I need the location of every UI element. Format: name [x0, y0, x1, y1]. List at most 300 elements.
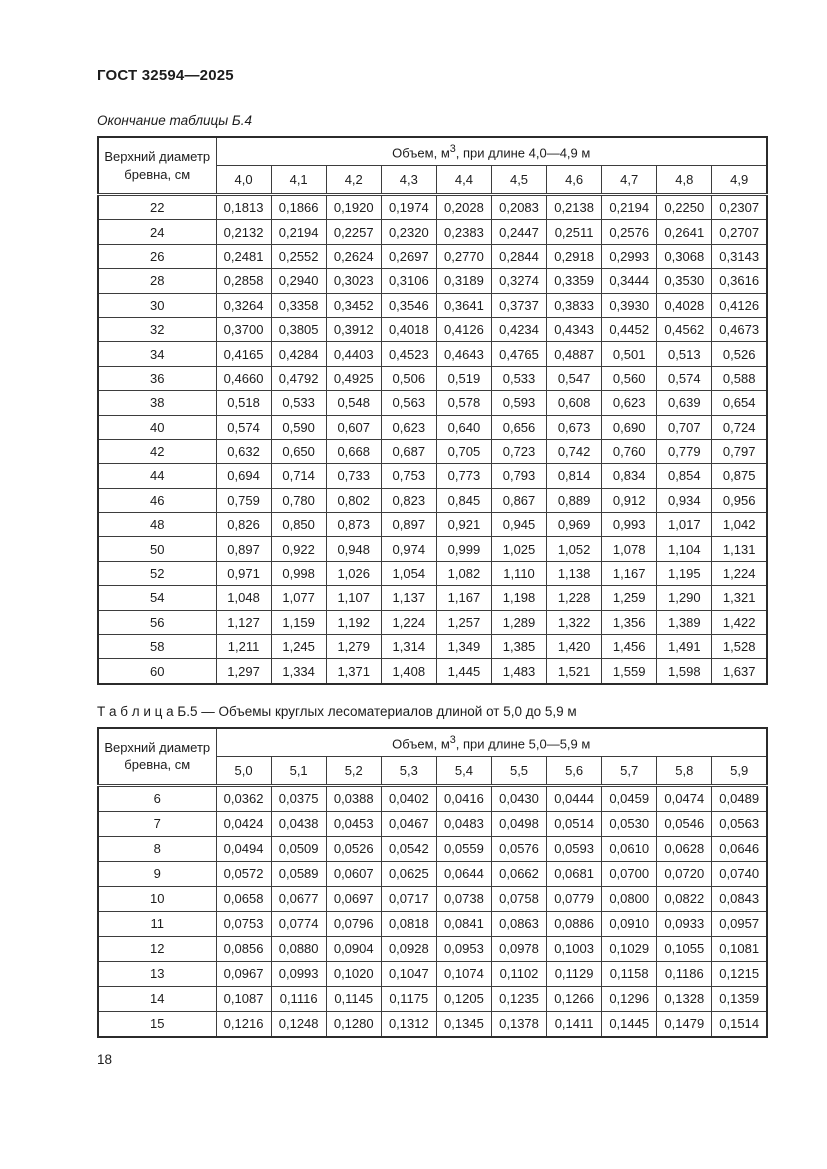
volume-cell: 1,107: [326, 586, 381, 610]
volume-cell: 0,0489: [712, 785, 767, 811]
diameter-column-header: Верхний диаметр бревна, см: [98, 728, 216, 786]
table-b4-continuation-caption: Окончание таблицы Б.4: [97, 113, 252, 128]
volume-cell: 1,290: [657, 586, 712, 610]
volume-cell: 0,1145: [326, 986, 381, 1011]
volume-cell: 0,548: [326, 391, 381, 415]
volume-cell: 0,1266: [547, 986, 602, 1011]
volume-cell: 0,0610: [602, 836, 657, 861]
volume-cell: 0,3833: [547, 293, 602, 317]
volume-cell: 0,0904: [326, 936, 381, 961]
volume-cell: 1,054: [381, 561, 436, 585]
diameter-cell: 46: [98, 488, 216, 512]
table-row: [98, 961, 767, 986]
volume-cell: 1,289: [491, 610, 546, 634]
volume-span-header: [216, 728, 767, 757]
length-column-header: 5,7: [602, 756, 657, 785]
volume-cell: 0,519: [436, 366, 491, 390]
diameter-cell: 13: [98, 961, 216, 986]
volume-cell: 0,1102: [491, 961, 546, 986]
volume-cell: 0,526: [712, 342, 767, 366]
volume-cell: 1,017: [657, 513, 712, 537]
table-b4-header: [98, 137, 767, 195]
volume-cell: 1,349: [436, 635, 491, 659]
volume-cell: 0,2132: [216, 220, 271, 244]
volume-cell: 1,211: [216, 635, 271, 659]
volume-cell: 0,3068: [657, 244, 712, 268]
volume-cell: 0,793: [491, 464, 546, 488]
volume-cell: 0,593: [491, 391, 546, 415]
volume-span-header: [216, 137, 767, 166]
volume-cell: 0,0589: [271, 861, 326, 886]
volume-cell: 0,854: [657, 464, 712, 488]
volume-cell: 0,826: [216, 513, 271, 537]
diameter-cell: 38: [98, 391, 216, 415]
standard-code-header: ГОСТ 32594—2025: [97, 67, 234, 84]
table-row: [98, 659, 767, 684]
table-row: [98, 415, 767, 439]
volume-cell: 0,1514: [712, 1011, 767, 1037]
volume-cell: 0,0467: [381, 811, 436, 836]
volume-cell: 0,4562: [657, 317, 712, 341]
volume-table-b4: [97, 136, 768, 685]
volume-cell: 0,867: [491, 488, 546, 512]
diameter-cell: 40: [98, 415, 216, 439]
diameter-cell: 50: [98, 537, 216, 561]
volume-cell: 0,1920: [326, 195, 381, 220]
volume-cell: 0,501: [602, 342, 657, 366]
volume-cell: 0,0559: [436, 836, 491, 861]
volume-cell: 1,334: [271, 659, 326, 684]
volume-cell: 0,0779: [547, 886, 602, 911]
volume-cell: 0,2194: [271, 220, 326, 244]
volume-cell: 1,356: [602, 610, 657, 634]
volume-cell: 0,0453: [326, 811, 381, 836]
volume-cell: 0,0646: [712, 836, 767, 861]
volume-cell: 1,445: [436, 659, 491, 684]
length-column-header: 5,5: [491, 756, 546, 785]
volume-cell: 1,078: [602, 537, 657, 561]
volume-cell: 0,969: [547, 513, 602, 537]
volume-cell: 0,4126: [712, 293, 767, 317]
page-number: 18: [97, 1052, 113, 1067]
volume-cell: 0,0993: [271, 961, 326, 986]
volume-cell: 0,0459: [602, 785, 657, 811]
volume-cell: 0,2707: [712, 220, 767, 244]
volume-cell: 0,3274: [491, 269, 546, 293]
volume-cell: 0,1186: [657, 961, 712, 986]
volume-header-text: Объем, м: [392, 145, 450, 161]
volume-cell: 0,656: [491, 415, 546, 439]
volume-cell: 0,814: [547, 464, 602, 488]
volume-cell: 0,2320: [381, 220, 436, 244]
volume-cell: 0,574: [657, 366, 712, 390]
volume-cell: 0,897: [216, 537, 271, 561]
volume-cell: 0,759: [216, 488, 271, 512]
volume-cell: 0,4925: [326, 366, 381, 390]
volume-cell: 0,0662: [491, 861, 546, 886]
volume-cell: 0,2257: [326, 220, 381, 244]
volume-cell: 0,1235: [491, 986, 546, 1011]
volume-cell: 0,0843: [712, 886, 767, 911]
volume-cell: 1,048: [216, 586, 271, 610]
diameter-cell: 28: [98, 269, 216, 293]
volume-cell: 0,0362: [216, 785, 271, 811]
volume-cell: 1,422: [712, 610, 767, 634]
volume-cell: 0,1378: [491, 1011, 546, 1037]
length-column-header: 4,4: [436, 166, 491, 195]
volume-cell: 1,637: [712, 659, 767, 684]
volume-cell: 0,694: [216, 464, 271, 488]
volume-cell: 0,850: [271, 513, 326, 537]
volume-cell: 0,3189: [436, 269, 491, 293]
volume-cell: 0,3737: [491, 293, 546, 317]
volume-cell: 0,4284: [271, 342, 326, 366]
volume-cell: 0,0509: [271, 836, 326, 861]
length-column-header: 4,9: [712, 166, 767, 195]
table-b4-body: [98, 195, 767, 684]
volume-cell: 0,533: [491, 366, 546, 390]
diameter-cell: 24: [98, 220, 216, 244]
volume-cell: 0,1312: [381, 1011, 436, 1037]
table-row: [98, 886, 767, 911]
volume-cell: 0,0483: [436, 811, 491, 836]
volume-cell: 0,0720: [657, 861, 712, 886]
table-row: [98, 366, 767, 390]
volume-cell: 0,889: [547, 488, 602, 512]
volume-cell: 1,385: [491, 635, 546, 659]
volume-cell: 0,3023: [326, 269, 381, 293]
volume-cell: 1,389: [657, 610, 712, 634]
volume-cell: 0,948: [326, 537, 381, 561]
volume-cell: 0,668: [326, 439, 381, 463]
length-column-header: 4,2: [326, 166, 381, 195]
volume-cell: 0,873: [326, 513, 381, 537]
volume-cell: 0,0957: [712, 911, 767, 936]
volume-cell: 0,3143: [712, 244, 767, 268]
volume-cell: 1,042: [712, 513, 767, 537]
volume-cell: 0,802: [326, 488, 381, 512]
volume-cell: 0,945: [491, 513, 546, 537]
volume-cell: 0,714: [271, 464, 326, 488]
length-column-header: 5,6: [547, 756, 602, 785]
volume-cell: 0,640: [436, 415, 491, 439]
volume-cell: 1,456: [602, 635, 657, 659]
volume-cell: 0,993: [602, 513, 657, 537]
table-row: [98, 537, 767, 561]
volume-cell: 0,760: [602, 439, 657, 463]
volume-cell: 1,483: [491, 659, 546, 684]
diameter-cell: 60: [98, 659, 216, 684]
volume-cell: 1,104: [657, 537, 712, 561]
length-column-header: 5,0: [216, 756, 271, 785]
volume-cell: 0,1296: [602, 986, 657, 1011]
length-column-header: 5,9: [712, 756, 767, 785]
volume-cell: 0,4452: [602, 317, 657, 341]
volume-cell: 0,4028: [657, 293, 712, 317]
volume-cell: 1,321: [712, 586, 767, 610]
volume-cell: 0,875: [712, 464, 767, 488]
volume-cell: 0,1175: [381, 986, 436, 1011]
volume-cell: 0,1205: [436, 986, 491, 1011]
table-row: [98, 785, 767, 811]
volume-cell: 0,998: [271, 561, 326, 585]
length-column-header: 4,7: [602, 166, 657, 195]
volume-cell: 0,3616: [712, 269, 767, 293]
table-row: [98, 936, 767, 961]
length-column-header: 4,8: [657, 166, 712, 195]
volume-cell: 0,0697: [326, 886, 381, 911]
volume-cell: 0,0444: [547, 785, 602, 811]
volume-cell: 0,3358: [271, 293, 326, 317]
volume-cell: 0,608: [547, 391, 602, 415]
volume-cell: 0,0978: [491, 936, 546, 961]
volume-cell: 1,408: [381, 659, 436, 684]
volume-cell: 0,0967: [216, 961, 271, 986]
volume-cell: 0,0438: [271, 811, 326, 836]
volume-cell: 1,228: [547, 586, 602, 610]
table-row: [98, 586, 767, 610]
table-row: [98, 439, 767, 463]
volume-cell: 0,733: [326, 464, 381, 488]
diameter-cell: 9: [98, 861, 216, 886]
volume-cell: 0,4523: [381, 342, 436, 366]
volume-cell: 0,3930: [602, 293, 657, 317]
diameter-cell: 11: [98, 911, 216, 936]
volume-cell: 0,2511: [547, 220, 602, 244]
table-row: [98, 464, 767, 488]
volume-cell: 0,0526: [326, 836, 381, 861]
table-row: [98, 610, 767, 634]
volume-cell: 0,0494: [216, 836, 271, 861]
volume-cell: 0,533: [271, 391, 326, 415]
volume-cell: 1,257: [436, 610, 491, 634]
table-row: [98, 269, 767, 293]
volume-cell: 0,2307: [712, 195, 767, 220]
volume-cell: 0,0375: [271, 785, 326, 811]
volume-cell: 0,3452: [326, 293, 381, 317]
volume-cell: 1,279: [326, 635, 381, 659]
volume-cell: 0,0740: [712, 861, 767, 886]
length-column-header: 5,1: [271, 756, 326, 785]
volume-cell: 0,2447: [491, 220, 546, 244]
volume-cell: 0,639: [657, 391, 712, 415]
volume-cell: 0,4673: [712, 317, 767, 341]
volume-cell: 0,2552: [271, 244, 326, 268]
volume-cell: 1,259: [602, 586, 657, 610]
volume-cell: 0,0681: [547, 861, 602, 886]
volume-cell: 0,2624: [326, 244, 381, 268]
volume-cell: 0,578: [436, 391, 491, 415]
volume-cell: 0,780: [271, 488, 326, 512]
volume-cell: 0,2028: [436, 195, 491, 220]
table-row: [98, 220, 767, 244]
volume-cell: 0,3641: [436, 293, 491, 317]
volume-cell: 0,0863: [491, 911, 546, 936]
volume-cell: 0,956: [712, 488, 767, 512]
volume-cell: 0,1158: [602, 961, 657, 986]
volume-cell: 0,753: [381, 464, 436, 488]
length-column-header: 4,0: [216, 166, 271, 195]
volume-cell: 0,0644: [436, 861, 491, 886]
volume-cell: 0,0388: [326, 785, 381, 811]
diameter-cell: 26: [98, 244, 216, 268]
volume-cell: 0,654: [712, 391, 767, 415]
volume-cell: 0,3530: [657, 269, 712, 293]
volume-cell: 0,742: [547, 439, 602, 463]
volume-header-superscript: 3: [449, 142, 456, 155]
table-row: [98, 986, 767, 1011]
volume-cell: 1,167: [602, 561, 657, 585]
volume-cell: 1,192: [326, 610, 381, 634]
volume-cell: 0,1280: [326, 1011, 381, 1037]
volume-cell: 0,1020: [326, 961, 381, 986]
table-row: [98, 811, 767, 836]
volume-cell: 1,297: [216, 659, 271, 684]
volume-cell: 0,0856: [216, 936, 271, 961]
volume-cell: 0,1866: [271, 195, 326, 220]
volume-cell: 0,1081: [712, 936, 767, 961]
volume-cell: 1,371: [326, 659, 381, 684]
volume-cell: 0,723: [491, 439, 546, 463]
volume-cell: 0,0625: [381, 861, 436, 886]
table-row: [98, 861, 767, 886]
volume-cell: 0,506: [381, 366, 436, 390]
diameter-column-header: Верхний диаметр бревна, см: [98, 137, 216, 195]
volume-cell: 0,0796: [326, 911, 381, 936]
diameter-cell: 54: [98, 586, 216, 610]
volume-cell: 0,4887: [547, 342, 602, 366]
volume-cell: 0,4126: [436, 317, 491, 341]
diameter-cell: 44: [98, 464, 216, 488]
volume-cell: 1,559: [602, 659, 657, 684]
volume-cell: 0,2481: [216, 244, 271, 268]
volume-cell: 0,971: [216, 561, 271, 585]
volume-cell: 0,0514: [547, 811, 602, 836]
volume-cell: 0,2194: [602, 195, 657, 220]
volume-header-superscript: 3: [449, 733, 456, 746]
volume-cell: 0,2697: [381, 244, 436, 268]
table-row: [98, 1011, 767, 1037]
volume-cell: 0,607: [326, 415, 381, 439]
volume-cell: 1,224: [712, 561, 767, 585]
diameter-cell: 42: [98, 439, 216, 463]
volume-cell: 0,2138: [547, 195, 602, 220]
volume-cell: 1,528: [712, 635, 767, 659]
volume-cell: 0,1029: [602, 936, 657, 961]
volume-cell: 0,0928: [381, 936, 436, 961]
length-column-header: 5,2: [326, 756, 381, 785]
diameter-cell: 12: [98, 936, 216, 961]
volume-cell: 0,3359: [547, 269, 602, 293]
table-row: [98, 488, 767, 512]
volume-cell: 0,1087: [216, 986, 271, 1011]
diameter-cell: 10: [98, 886, 216, 911]
volume-cell: 0,0774: [271, 911, 326, 936]
volume-cell: 0,0416: [436, 785, 491, 811]
volume-cell: 0,1345: [436, 1011, 491, 1037]
diameter-cell: 48: [98, 513, 216, 537]
table-row: [98, 836, 767, 861]
table-row: [98, 342, 767, 366]
diameter-cell: 7: [98, 811, 216, 836]
volume-cell: 0,1248: [271, 1011, 326, 1037]
volume-cell: 0,845: [436, 488, 491, 512]
volume-cell: 0,3805: [271, 317, 326, 341]
volume-cell: 0,0953: [436, 936, 491, 961]
volume-cell: 1,025: [491, 537, 546, 561]
volume-cell: 0,574: [216, 415, 271, 439]
volume-cell: 0,0880: [271, 936, 326, 961]
table-row: [98, 317, 767, 341]
volume-cell: 0,513: [657, 342, 712, 366]
volume-header-text: , при длине 5,0—5,9 м: [455, 735, 591, 751]
volume-cell: 0,922: [271, 537, 326, 561]
volume-cell: 0,797: [712, 439, 767, 463]
volume-table-b5: [97, 727, 768, 1038]
table-row: [98, 635, 767, 659]
volume-cell: 0,4643: [436, 342, 491, 366]
volume-cell: 0,0800: [602, 886, 657, 911]
volume-cell: 0,3444: [602, 269, 657, 293]
volume-cell: 0,0572: [216, 861, 271, 886]
length-column-header: 5,8: [657, 756, 712, 785]
volume-cell: 0,4343: [547, 317, 602, 341]
volume-cell: 0,2383: [436, 220, 491, 244]
diameter-cell: 58: [98, 635, 216, 659]
volume-cell: 0,0593: [547, 836, 602, 861]
volume-cell: 1,026: [326, 561, 381, 585]
table-row: [98, 293, 767, 317]
length-column-header: 4,6: [547, 166, 602, 195]
volume-cell: 0,4165: [216, 342, 271, 366]
volume-cell: 0,623: [381, 415, 436, 439]
volume-cell: 0,707: [657, 415, 712, 439]
length-column-header: 5,3: [381, 756, 436, 785]
volume-cell: 0,3912: [326, 317, 381, 341]
volume-cell: 0,1129: [547, 961, 602, 986]
volume-cell: 1,322: [547, 610, 602, 634]
diameter-cell: 56: [98, 610, 216, 634]
volume-cell: 0,0474: [657, 785, 712, 811]
table-b5-body: [98, 785, 767, 1037]
volume-cell: 0,690: [602, 415, 657, 439]
volume-cell: 0,2083: [491, 195, 546, 220]
volume-cell: 0,0542: [381, 836, 436, 861]
volume-cell: 0,0717: [381, 886, 436, 911]
diameter-cell: 34: [98, 342, 216, 366]
volume-cell: 0,974: [381, 537, 436, 561]
table-row: [98, 195, 767, 220]
table-row: [98, 561, 767, 585]
volume-cell: 0,1003: [547, 936, 602, 961]
volume-cell: 0,4403: [326, 342, 381, 366]
volume-cell: 0,4765: [491, 342, 546, 366]
diameter-cell: 22: [98, 195, 216, 220]
volume-cell: 0,2918: [547, 244, 602, 268]
diameter-cell: 8: [98, 836, 216, 861]
volume-cell: 1,314: [381, 635, 436, 659]
table-row: [98, 513, 767, 537]
volume-cell: 0,912: [602, 488, 657, 512]
volume-cell: 0,0758: [491, 886, 546, 911]
volume-cell: 0,1328: [657, 986, 712, 1011]
volume-cell: 0,3106: [381, 269, 436, 293]
volume-cell: 1,138: [547, 561, 602, 585]
diameter-cell: 32: [98, 317, 216, 341]
volume-cell: 0,897: [381, 513, 436, 537]
volume-cell: 0,0738: [436, 886, 491, 911]
volume-cell: 0,1055: [657, 936, 712, 961]
